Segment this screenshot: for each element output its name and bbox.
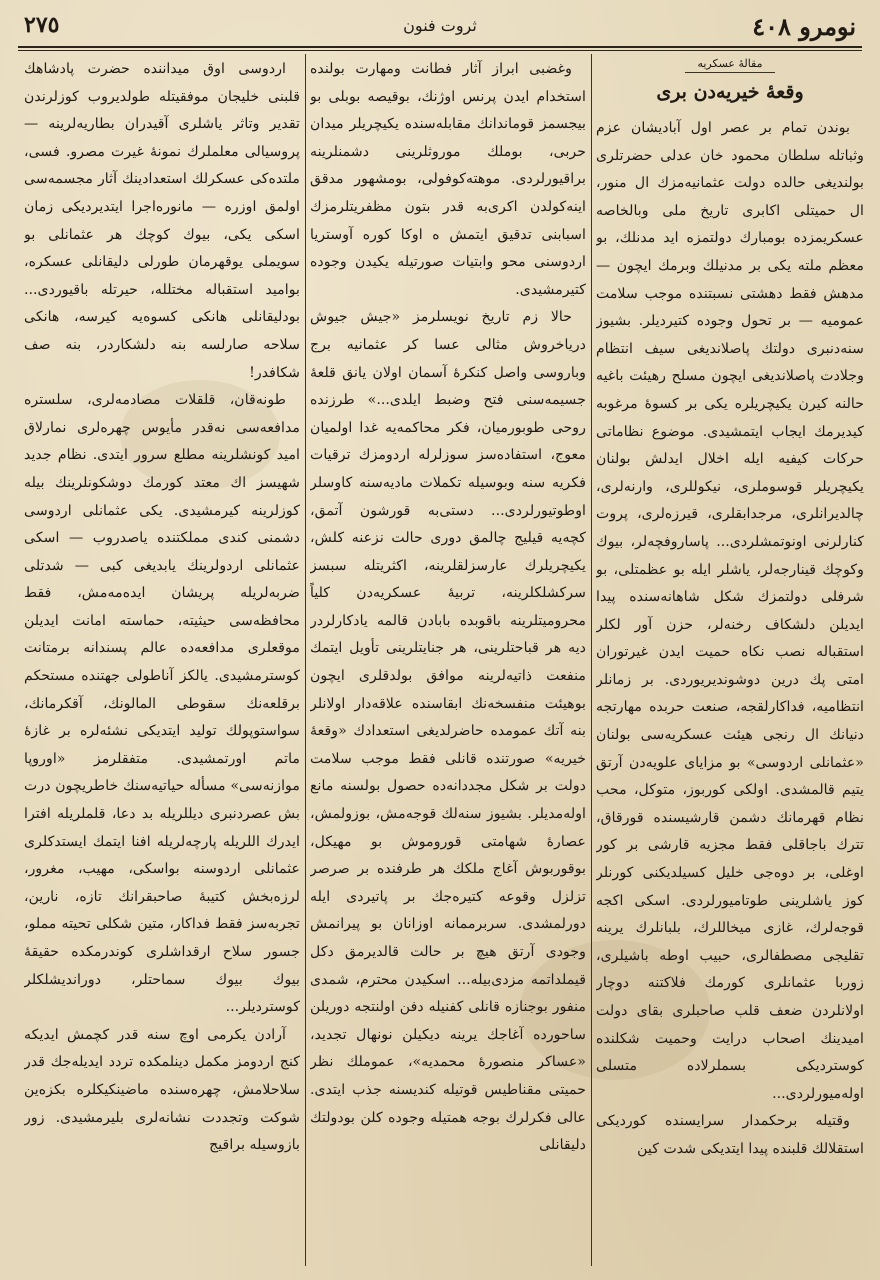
paragraph: اردوسی اوق میداننده حضرت پادشاهك قلبنی خلیجان موفقیتله طولدیروب کوزلرندن تقدیر وتاثر یاشلری آقیدران بطاریه‌لرینه — پروسیالی معلملرك نمونهٔ غیرت مصرو. فسی، ملتده‌کی عسکرلك استعدادینك آثار مجسمه‌سی اولمق اوزره — مانوره‌اجرا ایتدیردیکی زمان اسکی یکی، بیوك کوچك هر عثمانلی بو سویملی یوقهرمان طورلی دلیقانلی عسکره، بوامید استقباله مختلله، حیرتله باقیوردی... بودلیقانلی هانکی کسوه‌یه کیرسه، هانکی سلاحه صارلسه بنه دلشکاردر، بنه صف شکافدر!: [24, 61, 300, 381]
column-divider: [591, 54, 592, 1266]
article-headline: وقعهٔ خیریه‌دن بری: [656, 81, 804, 103]
page-header: [18, 10, 862, 44]
paragraph: حالا زم تاریخ نویسلرمز «جیش جیوش دریاخروش مثالی عسا کر عثمانیه برج وباروسی واصل کنکرهٔ آسمان اولان یانق قلعهٔ جسیمه‌سنی فتح وضبط ایلدی...» طرزنده روحی طوبورمیان، فکر محاکمه‌یه غدا اولمیان معوج، استفاده‌سز سوزلرله اردومزك ترقیات فکریه سنه وبوسیله تکملات مادیه‌سنه کاوسلر اوطوتیورلردی... دستی‌به قورشون آتمق، کچه‌یه قیلیج چالمق دوری حالت نزعنه کلش، یکیچریلرك عارسزلقلرینه، اکثریتله سبسز سرکشلکلرینه، تربیهٔ عسکریه‌دن کلیاً محرومیتلرینه باقوبده بابادن قالمه یادکارلردر دیه هر قباحتلرینی، هر جنایتلرینی تأویل ایتمك منفعت ذاتیه‌لرینه موافق بولدقلری ایچون بوهیئت منفسخه‌نك ابقاسنده علاقه‌دار اولانلر بنه آتك عمومده حاضرلدیغی استعدادك «وقعهٔ خیریه» صورتنده قانلی فقط موجب سلامت دولت بر شکل مجددانه‌ده حصول بولسنه مانع اوله‌مدیلر. بشیوز سنه‌لك قوجه‌مش، بوزولمش، عصارهٔ شهامتی قوروموش بو مهیکل، بوقوربوش آغاج ملکك هر طرفنده بر صرصر تزلزل وقوعه کتیره‌جك بر پاتیردی ایله دورلمشدی. سربرممانه اوزانان بو پیرانمش وجودی آرتق هیچ بر حالت قالدیرمق دکل قیملداتمه مزدی‌بیله... اسکیدن محترم، شمدی منفور بوجنازه قانلی کفنیله دفن اولنتجه دوریلن ساحورده آغاجك یرینه دیکیلن نونهال تجدید، «عساکر منصورهٔ محمدیه»، عموملك نظر حمیتی مقناطیس قوتیله کندیسنه جذب ایتدی. عالی فکرلرك بوجه همتیله وجوده کلن بودولتك دلیقانلی: [310, 309, 586, 1154]
section-label: مقالهٔ عسکریه: [685, 56, 775, 73]
column-right: [596, 56, 864, 1266]
paragraph: طونه‌قان، قلقلات مصادمه‌لری، سلستره مدافعه‌سی نه‌قدر مأیوس چهره‌لری نمارلاق امید کونشلرینه مطلع سرور ایتدی. نظام جدید شهیسز اك معتد کورمك دوشکونلرینك بیله کوزلرینه کیرمشیدی. یکی عثمانلی اردوسی دشمنی کندی مملکتنده یاصدروب — اسکی عثمانلی اردولرینك یابدیغی کبی — شدتلی ضربه‌لریله پریشان ایده‌مه‌مش، فقط محافظه‌سی حیثیته، حماسته امانت ایدیلن موقعلری مدافعه‌ده عالم پسندانه برمتانت کوسترمشیدی. یالکز آناطولی جهتنده مستحکم برقلعه‌نك سقوطی المالونك، آقکرمانك، سواستوپولك تولید ایتدیکی نشئه‌لره بر غازهٔ ماتم اورتمشیدی. متفقلرمز «اوروپا موازنه‌سی» مسأله حیاتیه‌سنك خاطریچون درت بش عصردنبری دیللریله بد دعا، قلملریله افترا ایدرك اللریله پارچه‌لریله افنا ایتمك ایستدکلری عثمانلی اردوسنه بواسکی، مهیب، مغرور، لرزه‌بخش کتیبهٔ صاحبقرانك تازه، نارین، تجربه‌سز فقط فداکار، متین شکلی تحیته مملو، جسور سلاح ارقداشلری کوندرمکده حقیقهٔ بیوك بیوك سماحتلر، دوراندیشلکلر کوستردیلر...: [24, 392, 300, 1016]
header-rule: [18, 46, 862, 48]
column-left: [24, 56, 300, 1266]
page-number: ٢٧٥: [24, 12, 60, 38]
journal-title: ثروت فنون: [403, 16, 477, 35]
issue-number: نومرو ٤٠٨: [752, 12, 856, 41]
paragraph: آرادن یکرمی اوچ سنه قدر کچمش ایدیکه کنج اردومز مکمل دینلمکده تردد ایدیله‌جك قدر سلاحلامش، چهره‌سنده ماضینکیکلره بکزه‌ین شوکت وتجددت نشانه‌لری بلیرمشیدی. زور بازوسیله براقیج: [24, 1026, 300, 1154]
paragraph: بوندن تمام بر عصر اول آبادیشان عزم وثباتله سلطان محمود خان عدلی حضرتلری بولندیغی حالده دولت عثمانیه‌مزك ال منور، ال حمیتلی اکابری تاریخ ملی وبالخاصه عسکریمزده بومبارك دولتمزه اید مدنلك، بو معظم ملته یکی بر مدنیلك وبرمك ایچون — مدهش فقط دهشتی نسبتنده موجب سلامت عمومیه — بر تحول وجوده کتیردیلر. بشیوز سنه‌دنبری دولتك پاصلاندیغی سیف انتظام وجلادت پاصلاندیغی ایچون مسلح رهیئت باغیه حالنه کیرن یکیچریلره یکی بر کسوهٔ مرغوبه کیدیرمك ایجاب ایتمشیدی. موضوع نظاماتی حرکات کیفیه ایله اخلال ایدلش بولنان یکیچریلر قوسوملری، نیکوللری، وارنه‌لری، چالدیرانلری، مرجدابقلری، قیرزه‌لری، پروت کنارلرنی اونوتمشلردی... پاساروفچه‌لر، بیوك وکوچك قینارجه‌لر، یاشلر ایله بو عظمتلی، بو شرفلی دولتمزك شکل شاهانه‌سنده پیدا ایدیلن دلشکاف رخنه‌لر، حزن آور لکلر استقباله نصب نکاه حمیت ایدن غیرتوران امتی پك درین دوشوندیریوردی. بر زمانلر انتظامیه، فداکارلقجه، صنعت حربده مهارتجه دنیانك ال رنجی هیئت عسکریه‌سی بولنان «عثمانلی اردوسی» بو مزایای علویه‌دن آرتق یتیم قالمشدی. اولکی کوربوز، متوکل، محب نظام قهرمانك دشمن قارشیسنده قورقاق، تترك باجاقلی فقط مجزیه قارشی بر کور اوغلی، بر دوه‌جی خلیل کسیلدیکنی کورنلر کوز یاشلرینی طوتامیورلردی. اسکی اکجه قوجه‌لرك، غازی میخاللرك، بلبانلرك یرینه تقلیجی مصطفالری، حبیب اوطه باشیلری، زوربا عثمانلری کورمك فلاکتنه دوچار اولانلردن ضعف قلب صاحبلری بقای دولت امیدینك اصحاب درایت وحمیت شکلنده کوستردیکی بسملرلاده متسلی اوله‌میورلردی...: [596, 120, 864, 1102]
paragraph: وقتیله برحکمدار سرایسنده کوردیکی استقلالك قلبنده پیدا ایتدیکی شدت کین: [596, 1113, 864, 1157]
header-rule-thin: [18, 50, 862, 51]
paragraph: وغضبی ابراز آثار فطانت ومهارت بولنده استخدام ایدن پرنس اوژنك، بوقیصه بوبلی بو بیجسمز قوماندانك مقابله‌سنده یکیچریلر میدان حربی، بوملك موروثلرینی دشمنلرینه براقیورلردی. موهته‌کوفولی، بومشهور مدقق اینه‌کولدن اکری‌به قدر بتون مظفریتلرمزك اسبابنی تدقیق ایتمش ه اوکا کوره آوستریا اردوسنی محو وابتیات صورتیله یکیدن وجوده کتیرمشیدی.: [310, 61, 586, 298]
column-middle: [310, 56, 586, 1266]
column-divider: [305, 54, 306, 1266]
